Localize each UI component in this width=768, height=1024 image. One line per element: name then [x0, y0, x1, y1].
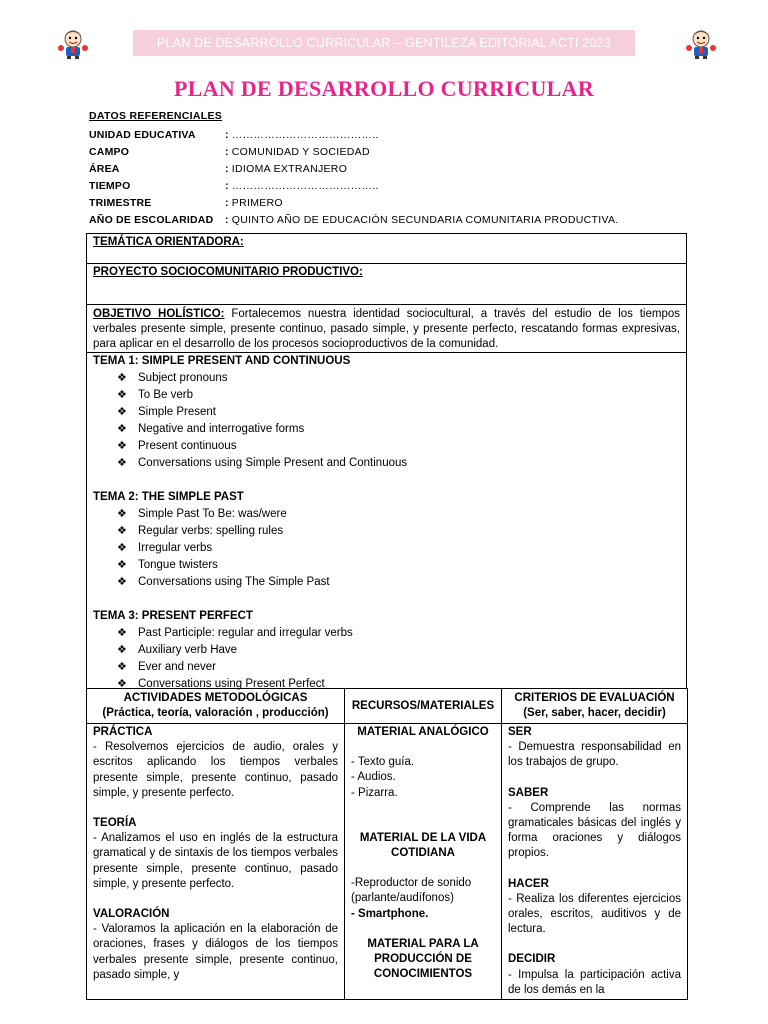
- list-item-text: Regular verbs: spelling rules: [138, 525, 284, 537]
- section-heading: PRÁCTICA: [93, 726, 153, 738]
- datos-row: TIEMPO : …………………………………..: [89, 179, 379, 192]
- datos-value: …………………………………..: [231, 128, 379, 141]
- section-heading: SER: [508, 726, 532, 738]
- criterios-cell: [502, 724, 688, 1000]
- list-item: [117, 642, 686, 659]
- section-text: - Valoramos la aplicación en la elaboración de oraciones, frases y diálogos de los tiempos verbales presente simple, presente continuo, pasado simple, y: [93, 923, 338, 981]
- list-item: [117, 421, 686, 438]
- recursos-cell: [345, 724, 502, 1000]
- section-text: - Demuestra responsabilidad en los trabajos de grupo.: [508, 741, 681, 769]
- list-item-text: Past Participle: regular and irregular verbs: [138, 627, 353, 639]
- datos-value: QUINTO AÑO DE EDUCACIÓN SECUNDARIA COMUNITARIA PRODUCTIVA.: [231, 213, 619, 226]
- section-heading: TEORÍA: [93, 817, 137, 830]
- bullet-icon: ❖: [117, 457, 127, 469]
- list-item-text: Conversations using Present Perfect: [138, 678, 325, 690]
- list-item-text: Irregular verbs: [138, 542, 213, 554]
- list-item: [117, 557, 686, 574]
- datos-value: COMUNIDAD Y SOCIEDAD: [231, 145, 370, 158]
- bullet-icon: ❖: [117, 406, 127, 418]
- section-text: - Resolvemos ejercicios de audio, orales y escritos aplicando los tiempos verbales presente simple, presente continuo, pasado simple, y presente perfecto.: [93, 741, 338, 799]
- bullet-icon: ❖: [117, 661, 127, 673]
- mascot-left-icon: [56, 28, 90, 60]
- list-item-text: To Be verb: [138, 389, 193, 401]
- bullet-icon: ❖: [117, 508, 127, 520]
- section-heading: HACER: [508, 877, 549, 890]
- list-item: - Smartphone.: [351, 907, 429, 920]
- bullet-icon: ❖: [117, 389, 127, 401]
- list-item-text: Negative and interrogative forms: [138, 423, 305, 435]
- bullet-icon: ❖: [117, 559, 127, 571]
- list-item: [117, 659, 686, 676]
- bullet-icon: ❖: [117, 644, 127, 656]
- proyecto-box: [86, 263, 687, 305]
- bullet-icon: ❖: [117, 627, 127, 639]
- tema-title: TEMA 3: PRESENT PERFECT: [93, 610, 253, 622]
- list-item-text: Simple Past To Be: was/were: [138, 508, 287, 520]
- datos-value: …………………………………..: [231, 179, 379, 192]
- actividades-cell: [87, 724, 345, 1000]
- list-item-text: Subject pronouns: [138, 372, 228, 384]
- col-header-criterios: CRITERIOS DE EVALUACIÓN (Ser, saber, hacer, decidir): [502, 689, 688, 724]
- datos-label: TRIMESTRE: [89, 196, 152, 209]
- list-item: [117, 523, 686, 540]
- section-heading: DECIDIR: [508, 953, 556, 966]
- mascot-right-icon: [684, 28, 718, 60]
- datos-label: AÑO DE ESCOLARIDAD: [89, 213, 214, 226]
- bullet-icon: ❖: [117, 542, 127, 554]
- list-item-text: Present continuous: [138, 440, 237, 452]
- datos-label: CAMPO: [89, 145, 130, 158]
- list-item: [117, 506, 686, 523]
- temas-box: [86, 352, 687, 689]
- list-item: [117, 455, 686, 472]
- list-item-text: Ever and never: [138, 661, 216, 673]
- datos-referenciales: [89, 110, 619, 228]
- list-item-text: Auxiliary verb Have: [138, 644, 238, 656]
- tema-list: [87, 506, 686, 591]
- tema-list: [87, 625, 686, 693]
- tema-list: [87, 370, 686, 472]
- table-row: [87, 724, 688, 1000]
- datos-row: CAMPO : COMUNIDAD Y SOCIEDAD: [89, 145, 370, 158]
- section-text: - Impulsa la participación activa de los demás en la: [508, 968, 681, 996]
- section-text: - Comprende las normas gramaticales básicas del inglés y forma oraciones y diálogos propios.: [508, 801, 681, 860]
- table-header-row: [87, 689, 688, 724]
- datos-heading: DATOS REFERENCIALES: [89, 110, 223, 122]
- section-heading: VALORACIÓN: [93, 908, 170, 921]
- tema-title: TEMA 2: THE SIMPLE PAST: [93, 491, 244, 503]
- bullet-icon: ❖: [117, 372, 127, 384]
- section-heading: MATERIAL ANALÓGICO: [357, 726, 489, 738]
- datos-row: TRIMESTRE : PRIMERO: [89, 196, 283, 209]
- objetivo-box: [86, 304, 687, 353]
- section-text: - Analizamos el uso en inglés de la estructura gramatical y de sintaxis de los tiempos verbales presente simple, presente continuo, pasado simple, y presente perfecto.: [93, 832, 338, 890]
- list-item: - Audios.: [351, 771, 396, 784]
- list-item: [117, 404, 686, 421]
- tematica-label: TEMÁTICA ORIENTADORA:: [93, 236, 244, 248]
- bullet-icon: ❖: [117, 576, 127, 588]
- list-item-text: Conversations using The Simple Past: [138, 576, 330, 588]
- list-item: [117, 370, 686, 387]
- list-item: [117, 438, 686, 455]
- list-item: [117, 387, 686, 404]
- datos-label: TIEMPO: [89, 179, 131, 192]
- bullet-icon: ❖: [117, 525, 127, 537]
- list-item: [117, 625, 686, 642]
- tematica-box: [86, 233, 687, 264]
- proyecto-label: PROYECTO SOCIOCOMUNITARIO PRODUCTIVO:: [93, 266, 363, 278]
- list-item: - Texto guía.: [351, 756, 415, 769]
- list-item: [117, 574, 686, 591]
- list-item-text: Tongue twisters: [138, 559, 218, 571]
- page-title: PLAN DE DESARROLLO CURRICULAR: [173, 76, 595, 101]
- datos-label: UNIDAD EDUCATIVA: [89, 128, 196, 141]
- datos-value: PRIMERO: [231, 196, 283, 209]
- objetivo-label: OBJETIVO HOLÍSTICO:: [93, 308, 225, 320]
- datos-row: ÁREA : IDIOMA EXTRANJERO: [89, 162, 348, 175]
- list-item: [117, 540, 686, 557]
- bullet-icon: ❖: [117, 440, 127, 452]
- section-heading: MATERIAL PARA LA PRODUCCIÓN DE CONOCIMIENTOS: [367, 937, 479, 981]
- list-item: -Reproductor de sonido (parlante/audífonos): [351, 877, 472, 905]
- datos-row: AÑO DE ESCOLARIDAD : QUINTO AÑO DE EDUCACIÓN SECUNDARIA COMUNITARIA PRODUCTIVA.: [89, 213, 619, 226]
- section-heading: SABER: [508, 786, 549, 799]
- section-text: - Realiza los diferentes ejercicios orales, escritos, auditivos y de lectura.: [508, 892, 681, 936]
- section-heading: MATERIAL DE LA VIDA COTIDIANA: [359, 831, 487, 860]
- list-item-text: Simple Present: [138, 406, 216, 418]
- col-header-actividades: ACTIVIDADES METODOLÓGICAS (Práctica, teoría, valoración , producción): [87, 689, 345, 724]
- bullet-icon: ❖: [117, 678, 127, 690]
- list-item-text: Conversations using Simple Present and Continuous: [138, 457, 408, 469]
- tema-title: TEMA 1: SIMPLE PRESENT AND CONTINUOUS: [93, 355, 351, 367]
- bullet-icon: ❖: [117, 423, 127, 435]
- objetivo-text: Fortalecemos nuestra identidad sociocultural, a través del estudio de los tiempos verbales presente simple, presente continuo, pasado simple, y presente perfecto, rescatando formas expresivas, para aplicar en el desarrollo de los procesos socioproductivos de la comunidad.: [93, 308, 680, 350]
- col-header-recursos: RECURSOS/MATERIALES: [345, 689, 502, 724]
- header-banner: PLAN DE DESARROLLO CURRICULAR – GENTILEZA EDITORIAL ACTI 2023: [133, 30, 635, 56]
- list-item: - Pizarra.: [351, 786, 398, 799]
- datos-label: ÁREA: [89, 162, 120, 175]
- datos-row: UNIDAD EDUCATIVA : …………………………………..: [89, 128, 379, 141]
- actividades-table: [86, 688, 688, 1000]
- datos-value: IDIOMA EXTRANJERO: [231, 162, 348, 175]
